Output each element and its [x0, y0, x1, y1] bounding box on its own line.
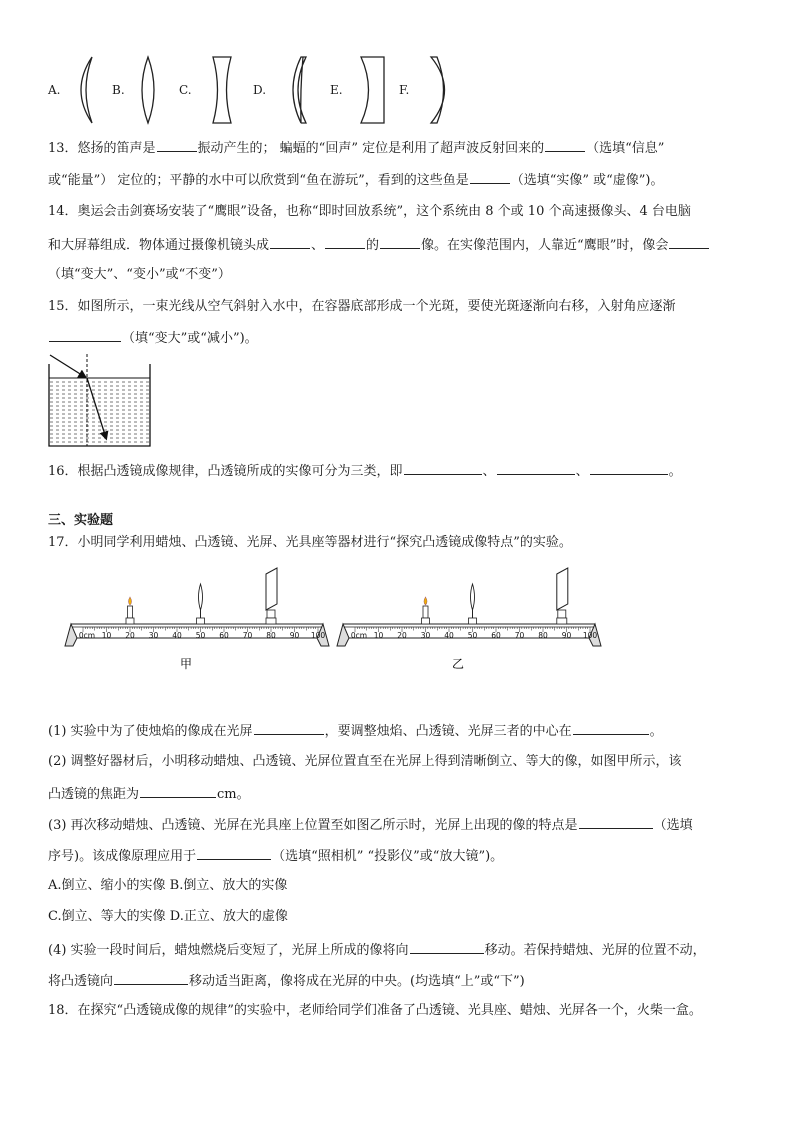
q17-part4-line2: 将凸透镜向 移动适当距离，像将成在光屏的中央。(均选填“上”或“下”) [48, 971, 525, 991]
q14-line2: 和大屏幕组成．物体通过摄像机镜头成 、 的 像。在实像范围内，人靠近“鹰眼”时，像会 [48, 235, 710, 255]
q16-blank-3[interactable] [590, 461, 668, 475]
bench-tick-label: 80 [266, 631, 276, 640]
bench-tick-label: 30 [420, 631, 431, 640]
q17-part2-line2: 凸透镜的焦距为 cm。 [48, 784, 250, 804]
q13-blank-3[interactable] [470, 170, 510, 184]
candle-body [128, 606, 133, 618]
lens-element [471, 584, 475, 610]
water-body [49, 378, 150, 446]
lens-element [199, 584, 203, 610]
q14-blank-2[interactable] [325, 235, 365, 249]
screen-holder [266, 618, 276, 624]
screen-stem [267, 610, 275, 618]
q13-blank-2[interactable] [545, 138, 585, 152]
bench-tick-label: 20 [397, 631, 407, 640]
bench-tick-label: 50 [467, 631, 478, 640]
q14-blank-4[interactable] [669, 235, 709, 249]
bench-tick-label: 70 [242, 631, 253, 640]
lens-label-b: B. [112, 83, 125, 97]
optical-bench-yi [337, 568, 601, 646]
lens-label-a: A. [48, 83, 61, 97]
candle-flame [129, 597, 132, 605]
q15-line1: 15．如图所示，一束光线从空气斜射入水中，在容器底部形成一个光斑，要使光斑逐渐向右移，入射角应逐渐 [48, 299, 676, 314]
q17-blank-6[interactable] [410, 940, 484, 954]
bench-tick-label: 20 [125, 631, 135, 640]
optical-bench-figures [55, 568, 598, 676]
q16-blank-1[interactable] [404, 461, 482, 475]
q17-part3-line2: 序号)。该成像原理应用于 （选填“照相机” “投影仪”或“放大镜”)。 [48, 846, 503, 866]
screen-panel [557, 568, 568, 610]
bench-tick-label: 60 [491, 631, 501, 640]
lens-label-e: E. [330, 83, 343, 97]
bench-tick-label: 0cm [350, 631, 368, 640]
q13-line1: 13．悠扬的笛声是 振动产生的； 蝙蝠的“回声” 定位是利用了超声波反射回来的 （选填“信息” [48, 138, 664, 158]
bench-tick-label: 90 [561, 631, 572, 640]
section-title: 三、实验题 [48, 513, 114, 528]
bench-tick-label: 40 [172, 631, 182, 640]
bench-tick-label: 50 [195, 631, 206, 640]
fig-yi-caption: 乙 [451, 657, 465, 671]
lens-a-shape [81, 57, 92, 123]
q16-blank-2[interactable] [497, 461, 575, 475]
q15-line2: （填“变大”或“减小”)。 [48, 328, 258, 348]
q14-line1: 14．奥运会击剑赛场安装了“鹰眼”设备，也称“即时回放系统”，这个系统由 8 个或 10 个高速摄像头、4 台电脑 [48, 204, 691, 219]
q18-text: 18．在探究“凸透镜成像的规律”的实验中，老师给同学们准备了凸透镜、光具座、蜡烛、光屏各一个，火柴一盒。 [48, 1003, 702, 1018]
lens-f-shape [431, 57, 445, 123]
q17-options-cd: C.倒立、等大的实像 D.正立、放大的虚像 [48, 909, 288, 924]
candle-holder [422, 618, 430, 624]
optical-bench-jia [65, 568, 329, 646]
lens-label-c: C. [179, 83, 192, 97]
q17-blank-1[interactable] [254, 721, 324, 735]
q17-part1: (1) 实验中为了使烛焰的像成在光屏 ，要调整烛焰、凸透镜、光屏三者的中心在 。 [48, 721, 663, 741]
q17-blank-2[interactable] [573, 721, 649, 735]
bench-tick-label: 40 [444, 631, 454, 640]
bench-tick-label: 80 [538, 631, 548, 640]
bench-tick-label: 90 [289, 631, 300, 640]
q15-blank[interactable] [49, 328, 121, 342]
candle-holder [126, 618, 134, 624]
lens-shapes [0, 50, 470, 130]
bench-tick-label: 70 [514, 631, 525, 640]
q14-line3: （填“变大”、“变小”或“不变”） [48, 267, 231, 282]
q13-blank-1[interactable] [157, 138, 197, 152]
lens-b-shape [142, 57, 154, 123]
candle-flame [424, 597, 427, 605]
candle-body [423, 606, 428, 618]
q13-line2: 或“能量”） 定位的；平静的水中可以欣赏到“鱼在游玩”，看到的这些鱼是 （选填“实像” 或“虚像”)。 [48, 170, 664, 190]
bench-tick-label: 100 [310, 631, 326, 640]
q15-water-container-figure [44, 352, 156, 450]
lens-holder [197, 618, 205, 624]
q17-blank-4[interactable] [579, 815, 653, 829]
q17-blank-3[interactable] [140, 784, 216, 798]
bench-tick-label: 30 [148, 631, 159, 640]
q17-part2-line1: (2) 调整好器材后，小明移动蜡烛、凸透镜、光屏位置直至在光屏上得到清晰倒立、等大的像，如图甲所示，该 [48, 754, 682, 769]
lens-holder [469, 618, 477, 624]
fig-jia-caption: 甲 [179, 657, 193, 671]
bench-tick-label: 100 [582, 631, 598, 640]
lens-label-d: D. [253, 83, 267, 97]
q17-part3-line1: (3) 再次移动蜡烛、凸透镜、光屏在光具座上位置至如图乙所示时，光屏上出现的像的特点是 （选填 [48, 815, 693, 835]
lens-label-f: F. [399, 83, 410, 97]
q17-options-ab: A.倒立、缩小的实像 B.倒立、放大的实像 [48, 878, 288, 893]
q14-blank-3[interactable] [380, 235, 420, 249]
q14-blank-1[interactable] [270, 235, 310, 249]
lens-c-shape [213, 57, 231, 123]
lens-e-shape [361, 57, 384, 123]
screen-stem [558, 610, 566, 618]
bench-tick-label: 60 [219, 631, 229, 640]
q17-intro: 17．小明同学利用蜡烛、凸透镜、光屏、光具座等器材进行“探究凸透镜成像特点”的实验。 [48, 535, 572, 550]
screen-panel [266, 568, 277, 610]
q17-blank-7[interactable] [114, 971, 188, 985]
q16-line: 16．根据凸透镜成像规律，凸透镜所成的实像可分为三类，即 、 、 。 [48, 461, 682, 481]
q17-blank-5[interactable] [197, 846, 271, 860]
incident-ray [50, 355, 85, 377]
q17-part4-line1: (4) 实验一段时间后，蜡烛燃烧后变短了，光屏上所成的像将向 移动。若保持蜡烛、光屏的位置不动， [48, 940, 706, 960]
screen-holder [557, 618, 567, 624]
bench-tick-label: 0cm [78, 631, 96, 640]
lens-d-shape [293, 57, 306, 123]
bench-tick-label: 10 [101, 631, 112, 640]
bench-tick-label: 10 [373, 631, 384, 640]
